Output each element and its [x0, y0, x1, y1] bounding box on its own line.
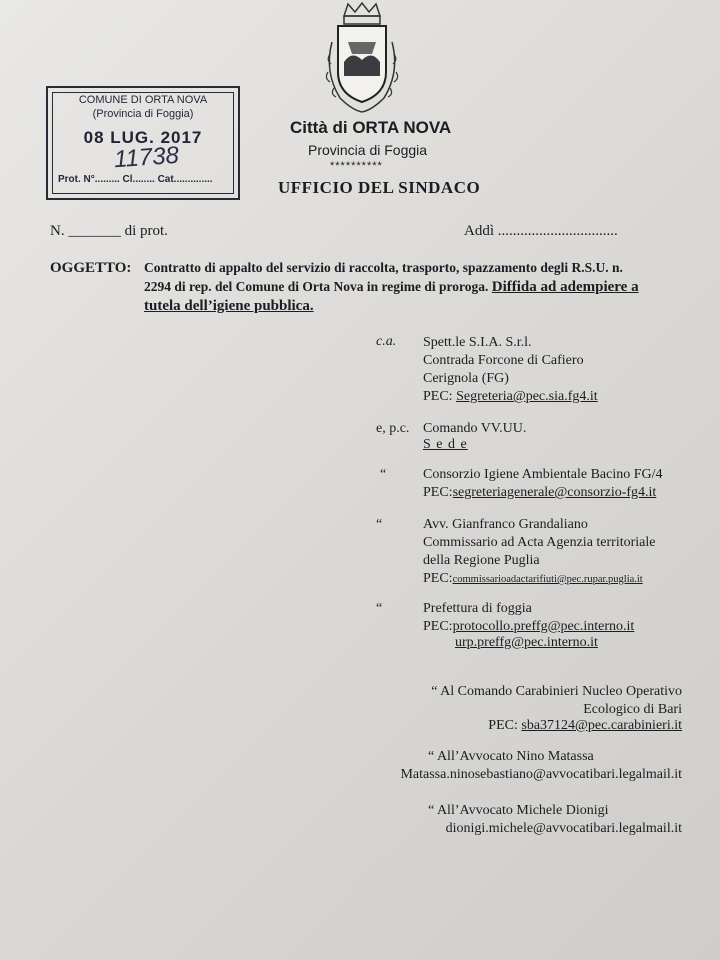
stamp-province: (Provincia di Foggia) [92, 108, 194, 120]
pec-label: PEC: [423, 485, 453, 500]
pec-label: PEC: [423, 389, 453, 404]
vvuu-sede: S e d e [423, 437, 468, 452]
grandaliano-pec [423, 570, 643, 589]
header-city: Città di ORTA NOVA [290, 118, 452, 137]
coat-of-arms-emblem [322, 2, 402, 114]
prefettura-name: Prefettura di foggia [423, 601, 532, 616]
grandaliano-pec-link[interactable]: commissarioadactarifiuti@pec.rupar.puglia.it [452, 574, 643, 585]
stamp-footer: Prot. N°......... Cl........ Cat.............. [58, 174, 213, 185]
protocol-stamp [46, 86, 240, 200]
subject-line-1: Contratto di appalto del servizio di raccolta, trasporto, spazzamento degli R.S.U. n. [144, 260, 623, 275]
header-stars: ********** [330, 160, 383, 172]
pec-label: PEC: [423, 619, 453, 634]
consorzio-name: Consorzio Igiene Ambientale Bacino FG/4 [423, 467, 663, 482]
subject-line-2: 2294 di rep. del Comune di Orta Nova in regime di proroga. [144, 279, 489, 294]
sia-pec [423, 388, 598, 406]
prefettura-pec-link-2[interactable]: urp.preffg@pec.interno.it [455, 635, 598, 650]
prefettura-pec-link-1[interactable]: protocollo.preffg@pec.interno.it [452, 619, 635, 634]
consorzio-pec-link[interactable]: segreteriagenerale@consorzio-fg4.it [452, 485, 657, 500]
dionigi-name: “ All’Avvocato Michele Dionigi [428, 803, 609, 818]
epc-label: e, p.c. [376, 421, 410, 436]
carabinieri-line-2: Ecologico di Bari [583, 702, 682, 717]
ca-label: c.a. [376, 334, 397, 349]
sia-address-1: Contrada Forcone di Cafiero [423, 353, 584, 368]
header-office: UFFICIO DEL SINDACO [278, 178, 481, 197]
carabinieri-line-1: “ Al Comando Carabinieri Nucleo Operativo [431, 684, 682, 699]
stamp-handwritten-number: 11738 [113, 141, 180, 174]
subject-label: OGGETTO: [50, 260, 132, 276]
stamp-municipality: COMUNE DI ORTA NOVA [78, 94, 208, 106]
vvuu-name: Comando VV.UU. [423, 421, 527, 436]
grandaliano-name: Avv. Gianfranco Grandaliano [423, 517, 588, 532]
ditto-mark: “ [376, 601, 383, 616]
sia-name: Spett.le S.I.A. S.r.l. [423, 335, 532, 350]
grandaliano-role-1: Commissario ad Acta Agenzia territoriale [423, 535, 656, 550]
matassa-email[interactable]: Matassa.ninosebastiano@avvocatibari.legalmail.it [400, 767, 682, 782]
sia-address-2: Cerignola (FG) [423, 371, 509, 386]
subject-line-3: tutela dell’igiene pubblica. [144, 298, 314, 314]
carabinieri-pec [488, 717, 682, 735]
grandaliano-role-2: della Regione Puglia [423, 553, 540, 568]
sia-pec-link[interactable]: Segreteria@pec.sia.fg4.it [456, 389, 598, 404]
matassa-name: “ All’Avvocato Nino Matassa [428, 749, 594, 764]
stamp-date: 08 LUG. 2017 [83, 128, 203, 147]
consorzio-pec [423, 484, 656, 502]
subject-warning: Diffida ad adempiere a [491, 279, 639, 295]
pec-label: PEC: [423, 571, 453, 586]
ditto-mark: “ [380, 467, 387, 482]
header-province: Provincia di Foggia [308, 142, 428, 158]
carabinieri-pec-link[interactable]: sba37124@pec.carabinieri.it [521, 718, 682, 733]
pec-label: PEC: [488, 718, 518, 733]
ditto-mark: “ [376, 517, 383, 532]
dionigi-email[interactable]: dionigi.michele@avvocatibari.legalmail.it [445, 821, 682, 836]
protocol-number: N. _______ di prot. [50, 223, 168, 239]
protocol-date: Addì ................................ [464, 223, 618, 239]
